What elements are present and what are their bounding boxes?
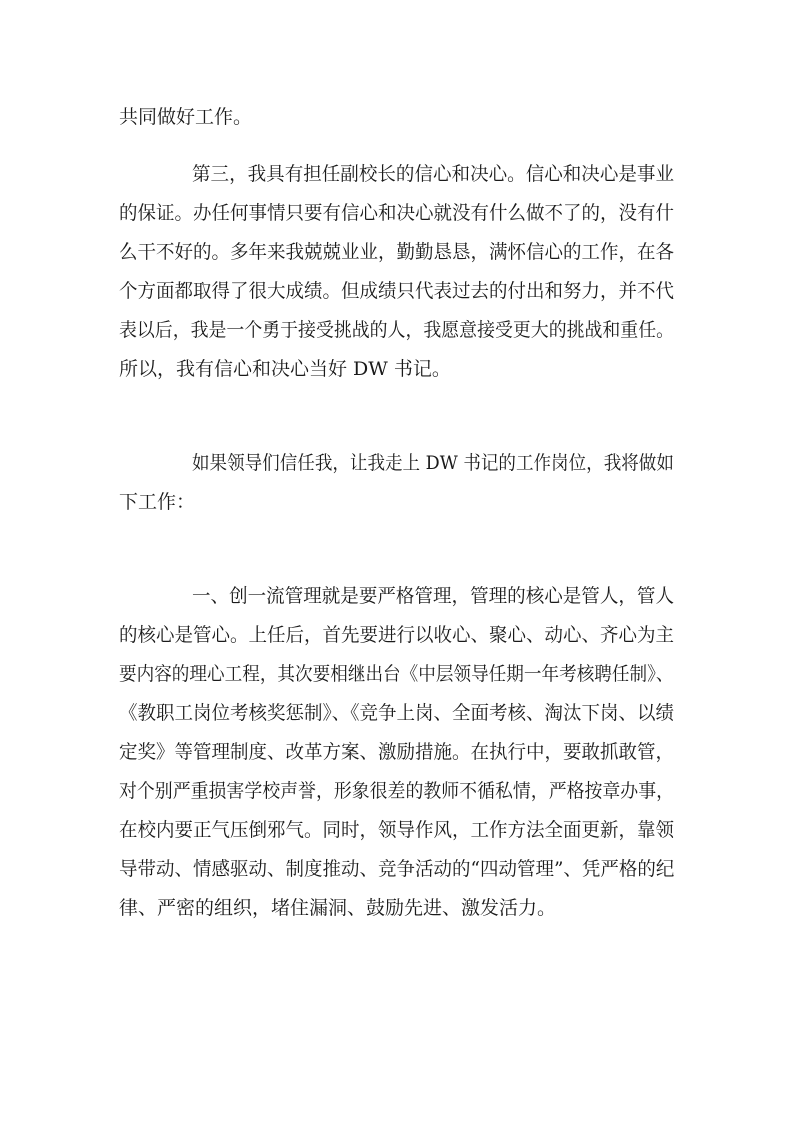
paragraph-line: 共同做好工作。 <box>119 106 253 128</box>
paragraph-line: 在校内要正气压倒邪气。同时，领导作风，工作方法全面更新，靠领 <box>119 819 675 841</box>
paragraph-line: 下工作： <box>119 491 196 513</box>
paragraph-line: 第三，我具有担任副校长的信心和决心。信心和决心是事业 <box>192 163 675 185</box>
paragraph-line: 导带动、情感驱动、制度推动、竞争活动的“四动管理”、凭严格的纪 <box>119 858 675 880</box>
paragraph-line: 要内容的理心工程，其次要相继出台《中层领导任期一年考核聘任制》、 <box>119 663 674 685</box>
paragraph-line: 《教职工岗位考核奖惩制》、《竞争上岗、全面考核、淘汰下岗、以绩 <box>119 702 675 724</box>
paragraph-line: 表以后，我是一个勇于接受挑战的人，我愿意接受更大的挑战和重任。 <box>119 319 675 341</box>
paragraph-line: 的保证。办任何事情只要有信心和决心就没有什么做不了的，没有什 <box>119 202 675 224</box>
paragraph-line: 所以，我有信心和决心当好 DW 书记。 <box>119 358 451 380</box>
paragraph-line: 的核心是管心。上任后，首先要进行以收心、聚心、动心、齐心为主 <box>119 624 675 646</box>
paragraph-line: 如果领导们信任我，让我走上 DW 书记的工作岗位，我将做如 <box>192 452 674 474</box>
paragraph-line: 定奖》等管理制度、改革方案、激励措施。在执行中，要敢抓敢管， <box>119 741 675 763</box>
paragraph-line: 么干不好的。多年来我兢兢业业，勤勤恳恳，满怀信心的工作，在各 <box>119 241 675 263</box>
paragraph-line: 一、创一流管理就是要严格管理，管理的核心是管人，管人 <box>192 585 675 607</box>
paragraph-line: 个方面都取得了很大成绩。但成绩只代表过去的付出和努力，并不代 <box>119 280 675 302</box>
paragraph-line: 对个别严重损害学校声誉，形象很差的教师不循私情，严格按章办事， <box>119 780 675 802</box>
paragraph-line: 律、严密的组织，堵住漏洞、鼓励先进、激发活力。 <box>119 897 557 919</box>
